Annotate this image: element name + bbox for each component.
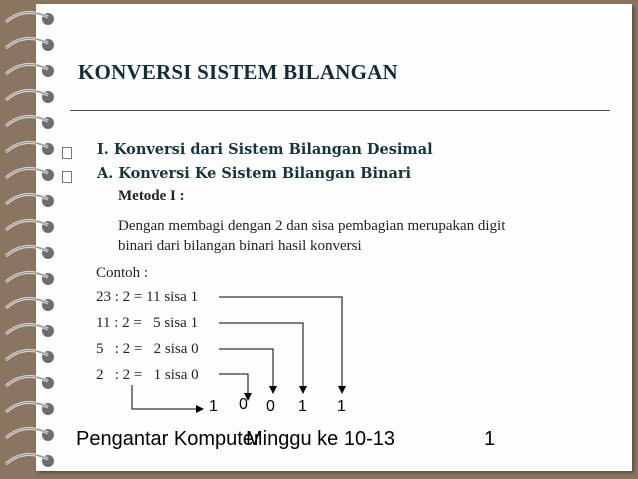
binary-digit: 1 — [209, 398, 218, 415]
binary-digit: 0 — [266, 398, 275, 415]
binary-digit: 0 — [239, 396, 248, 413]
method-label: Metode I : — [118, 188, 185, 204]
arrow-remainder-1 — [219, 297, 342, 392]
description-line-1: Dengan membagi dengan 2 dan sisa pembagian merupakan digit — [118, 218, 506, 234]
binary-digit: 1 — [337, 398, 346, 415]
arrow-remainder-3 — [219, 349, 273, 392]
heading-binary-conversion: A. Konversi Ke Sistem Bilangan Binari — [97, 165, 412, 182]
division-step: 23 : 2 = 11 sisa 1 — [96, 289, 199, 305]
footer-course-name: Pengantar Komputer — [76, 428, 261, 450]
slide-title: KONVERSI SISTEM BILANGAN — [78, 60, 398, 84]
arrow-remainder-2 — [219, 323, 303, 392]
description-line-2: binari dari bilangan binari hasil konversi — [118, 238, 362, 254]
footer-week: Minggu ke 10-13 — [246, 428, 395, 450]
division-step: 2 : 2 = 1 sisa 0 — [96, 367, 199, 383]
arrow-quotient — [132, 385, 202, 409]
heading-decimal-conversion: I. Konversi dari Sistem Bilangan Desimal — [97, 141, 433, 158]
footer-page-number: 1 — [484, 428, 496, 450]
division-step: 5 : 2 = 2 sisa 0 — [96, 341, 199, 357]
binary-digit: 1 — [298, 398, 307, 415]
example-label: Contoh : — [96, 265, 149, 281]
division-step: 11 : 2 = 5 sisa 1 — [96, 315, 199, 331]
